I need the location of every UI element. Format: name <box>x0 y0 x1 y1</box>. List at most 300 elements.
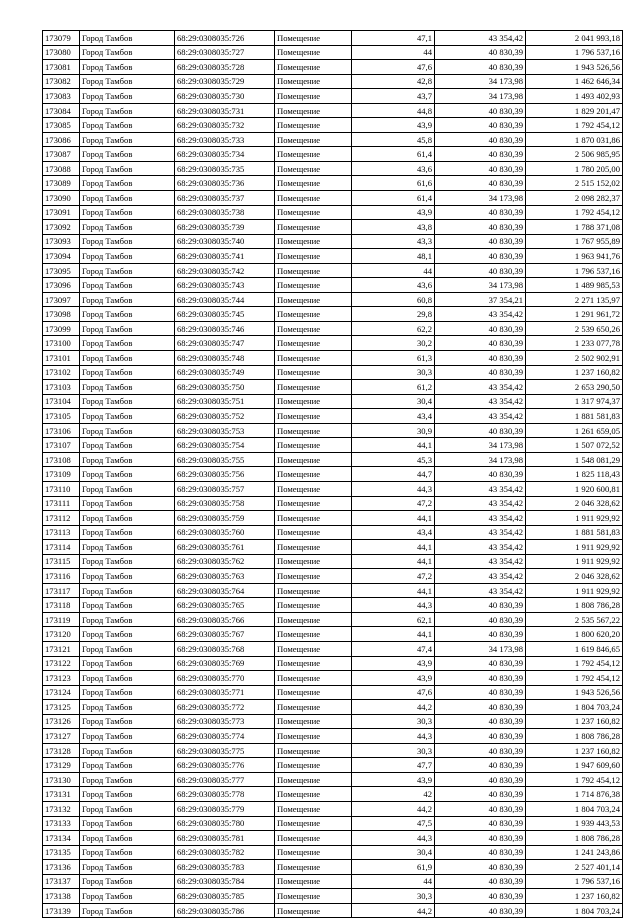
cell-object-type: Помещение <box>275 132 352 147</box>
cell-unit-value: 40 830,39 <box>435 176 526 191</box>
cell-row-number: 173109 <box>43 467 80 482</box>
cell-cadastral-number: 68:29:0308035:735 <box>175 161 275 176</box>
table-row <box>43 874 623 889</box>
table-row <box>43 31 623 46</box>
table-row <box>43 234 623 249</box>
cell-area: 44,2 <box>352 700 435 715</box>
cell-cadastral-value: 1 808 786,28 <box>526 598 623 613</box>
cell-municipality: Город Тамбов <box>80 423 175 438</box>
cell-area: 43,4 <box>352 525 435 540</box>
cell-cadastral-value: 1 548 081,29 <box>526 452 623 467</box>
cell-municipality: Город Тамбов <box>80 74 175 89</box>
cell-row-number: 173082 <box>43 74 80 89</box>
cell-object-type: Помещение <box>275 598 352 613</box>
cell-cadastral-number: 68:29:0308035:781 <box>175 831 275 846</box>
cell-object-type: Помещение <box>275 74 352 89</box>
cell-unit-value: 37 354,21 <box>435 292 526 307</box>
cell-row-number: 173125 <box>43 700 80 715</box>
cell-object-type: Помещение <box>275 554 352 569</box>
cell-object-type: Помещение <box>275 409 352 424</box>
cell-object-type: Помещение <box>275 205 352 220</box>
cell-row-number: 173108 <box>43 452 80 467</box>
cell-row-number: 173090 <box>43 191 80 206</box>
cell-area: 42 <box>352 787 435 802</box>
cell-row-number: 173094 <box>43 249 80 264</box>
cell-row-number: 173130 <box>43 772 80 787</box>
cell-row-number: 173134 <box>43 831 80 846</box>
cell-unit-value: 40 830,39 <box>435 889 526 904</box>
cell-area: 44,3 <box>352 831 435 846</box>
cell-row-number: 173112 <box>43 511 80 526</box>
cell-row-number: 173113 <box>43 525 80 540</box>
cell-unit-value: 40 830,39 <box>435 351 526 366</box>
cell-cadastral-value: 1 317 974,37 <box>526 394 623 409</box>
cell-unit-value: 43 354,42 <box>435 31 526 46</box>
cell-cadastral-value: 1 792 454,12 <box>526 671 623 686</box>
cell-cadastral-number: 68:29:0308035:759 <box>175 511 275 526</box>
document-page <box>42 30 622 918</box>
cell-area: 30,2 <box>352 336 435 351</box>
cell-row-number: 173080 <box>43 45 80 60</box>
cell-row-number: 173129 <box>43 758 80 773</box>
cell-area: 44,3 <box>352 729 435 744</box>
cell-cadastral-number: 68:29:0308035:773 <box>175 714 275 729</box>
cell-object-type: Помещение <box>275 685 352 700</box>
cell-cadastral-number: 68:29:0308035:736 <box>175 176 275 191</box>
cell-row-number: 173093 <box>43 234 80 249</box>
cell-municipality: Город Тамбов <box>80 321 175 336</box>
cell-cadastral-value: 1 808 786,28 <box>526 831 623 846</box>
cell-row-number: 173137 <box>43 874 80 889</box>
table-row <box>43 511 623 526</box>
cell-row-number: 173120 <box>43 627 80 642</box>
table-row <box>43 132 623 147</box>
cell-unit-value: 43 354,42 <box>435 409 526 424</box>
cell-object-type: Помещение <box>275 671 352 686</box>
cell-area: 43,9 <box>352 118 435 133</box>
cell-row-number: 173117 <box>43 583 80 598</box>
cell-unit-value: 40 830,39 <box>435 234 526 249</box>
cell-area: 61,3 <box>352 351 435 366</box>
cell-cadastral-number: 68:29:0308035:738 <box>175 205 275 220</box>
cell-row-number: 173135 <box>43 845 80 860</box>
cell-municipality: Город Тамбов <box>80 132 175 147</box>
cell-area: 47,4 <box>352 641 435 656</box>
cell-unit-value: 40 830,39 <box>435 220 526 235</box>
cell-row-number: 173091 <box>43 205 80 220</box>
cell-cadastral-number: 68:29:0308035:749 <box>175 365 275 380</box>
cell-municipality: Город Тамбов <box>80 409 175 424</box>
cell-object-type: Помещение <box>275 234 352 249</box>
cell-object-type: Помещение <box>275 525 352 540</box>
cell-cadastral-number: 68:29:0308035:761 <box>175 540 275 555</box>
cell-object-type: Помещение <box>275 307 352 322</box>
table-row <box>43 423 623 438</box>
cell-object-type: Помещение <box>275 889 352 904</box>
cell-area: 44,1 <box>352 583 435 598</box>
cell-unit-value: 40 830,39 <box>435 903 526 918</box>
cell-area: 42,8 <box>352 74 435 89</box>
cell-cadastral-number: 68:29:0308035:754 <box>175 438 275 453</box>
cell-area: 43,8 <box>352 220 435 235</box>
cell-area: 29,8 <box>352 307 435 322</box>
cell-area: 47,7 <box>352 758 435 773</box>
table-row <box>43 452 623 467</box>
cell-cadastral-value: 1 911 929,92 <box>526 511 623 526</box>
cell-municipality: Город Тамбов <box>80 365 175 380</box>
cell-cadastral-value: 2 502 902,91 <box>526 351 623 366</box>
cell-row-number: 173085 <box>43 118 80 133</box>
cell-unit-value: 34 173,98 <box>435 452 526 467</box>
cell-cadastral-number: 68:29:0308035:785 <box>175 889 275 904</box>
cell-row-number: 173098 <box>43 307 80 322</box>
cell-object-type: Помещение <box>275 772 352 787</box>
table-row <box>43 671 623 686</box>
cell-object-type: Помещение <box>275 336 352 351</box>
cell-municipality: Город Тамбов <box>80 874 175 889</box>
cell-row-number: 173095 <box>43 263 80 278</box>
cell-cadastral-value: 1 800 620,20 <box>526 627 623 642</box>
cell-cadastral-number: 68:29:0308035:755 <box>175 452 275 467</box>
cell-area: 47,1 <box>352 31 435 46</box>
cell-cadastral-number: 68:29:0308035:765 <box>175 598 275 613</box>
cell-unit-value: 34 173,98 <box>435 89 526 104</box>
cell-row-number: 173081 <box>43 60 80 75</box>
cell-cadastral-number: 68:29:0308035:778 <box>175 787 275 802</box>
table-row <box>43 307 623 322</box>
cell-cadastral-number: 68:29:0308035:771 <box>175 685 275 700</box>
cell-cadastral-number: 68:29:0308035:766 <box>175 612 275 627</box>
cell-municipality: Город Тамбов <box>80 147 175 162</box>
cell-cadastral-value: 1 241 243,86 <box>526 845 623 860</box>
cell-row-number: 173136 <box>43 860 80 875</box>
cell-municipality: Город Тамбов <box>80 60 175 75</box>
cell-municipality: Город Тамбов <box>80 816 175 831</box>
cell-cadastral-value: 1 237 160,82 <box>526 889 623 904</box>
cell-municipality: Город Тамбов <box>80 583 175 598</box>
cell-municipality: Город Тамбов <box>80 700 175 715</box>
cell-cadastral-number: 68:29:0308035:775 <box>175 743 275 758</box>
property-table <box>42 30 623 918</box>
cell-row-number: 173089 <box>43 176 80 191</box>
cell-unit-value: 43 354,42 <box>435 569 526 584</box>
cell-object-type: Помещение <box>275 249 352 264</box>
cell-row-number: 173107 <box>43 438 80 453</box>
cell-area: 43,3 <box>352 234 435 249</box>
cell-unit-value: 40 830,39 <box>435 336 526 351</box>
cell-cadastral-number: 68:29:0308035:776 <box>175 758 275 773</box>
cell-row-number: 173084 <box>43 103 80 118</box>
cell-area: 43,6 <box>352 161 435 176</box>
table-row <box>43 772 623 787</box>
cell-area: 47,2 <box>352 496 435 511</box>
cell-cadastral-value: 2 527 401,14 <box>526 860 623 875</box>
cell-object-type: Помещение <box>275 714 352 729</box>
cell-object-type: Помещение <box>275 511 352 526</box>
cell-object-type: Помещение <box>275 452 352 467</box>
table-row <box>43 45 623 60</box>
table-row <box>43 729 623 744</box>
cell-area: 44,2 <box>352 801 435 816</box>
cell-area: 30,4 <box>352 845 435 860</box>
cell-row-number: 173128 <box>43 743 80 758</box>
cell-cadastral-number: 68:29:0308035:739 <box>175 220 275 235</box>
cell-cadastral-number: 68:29:0308035:748 <box>175 351 275 366</box>
cell-cadastral-number: 68:29:0308035:757 <box>175 481 275 496</box>
cell-cadastral-number: 68:29:0308035:784 <box>175 874 275 889</box>
cell-unit-value: 40 830,39 <box>435 423 526 438</box>
cell-cadastral-number: 68:29:0308035:730 <box>175 89 275 104</box>
table-row <box>43 60 623 75</box>
cell-municipality: Город Тамбов <box>80 743 175 758</box>
cell-municipality: Город Тамбов <box>80 467 175 482</box>
table-row <box>43 627 623 642</box>
table-row <box>43 176 623 191</box>
cell-cadastral-number: 68:29:0308035:783 <box>175 860 275 875</box>
cell-municipality: Город Тамбов <box>80 351 175 366</box>
cell-cadastral-value: 1 796 537,16 <box>526 874 623 889</box>
cell-cadastral-number: 68:29:0308035:731 <box>175 103 275 118</box>
table-row <box>43 161 623 176</box>
cell-cadastral-value: 1 796 537,16 <box>526 263 623 278</box>
cell-area: 44,8 <box>352 103 435 118</box>
cell-row-number: 173139 <box>43 903 80 918</box>
cell-object-type: Помещение <box>275 903 352 918</box>
cell-object-type: Помещение <box>275 656 352 671</box>
cell-object-type: Помещение <box>275 351 352 366</box>
cell-object-type: Помещение <box>275 583 352 598</box>
cell-object-type: Помещение <box>275 220 352 235</box>
cell-object-type: Помещение <box>275 641 352 656</box>
table-row <box>43 641 623 656</box>
cell-unit-value: 43 354,42 <box>435 496 526 511</box>
cell-area: 61,9 <box>352 860 435 875</box>
cell-cadastral-value: 2 535 567,22 <box>526 612 623 627</box>
table-row <box>43 409 623 424</box>
cell-municipality: Город Тамбов <box>80 394 175 409</box>
table-row <box>43 831 623 846</box>
cell-cadastral-value: 1 804 703,24 <box>526 801 623 816</box>
cell-object-type: Помещение <box>275 743 352 758</box>
cell-cadastral-value: 1 792 454,12 <box>526 772 623 787</box>
cell-row-number: 173079 <box>43 31 80 46</box>
cell-municipality: Город Тамбов <box>80 292 175 307</box>
table-row <box>43 249 623 264</box>
cell-object-type: Помещение <box>275 438 352 453</box>
cell-cadastral-number: 68:29:0308035:758 <box>175 496 275 511</box>
cell-row-number: 173114 <box>43 540 80 555</box>
table-row <box>43 394 623 409</box>
cell-municipality: Город Тамбов <box>80 205 175 220</box>
cell-object-type: Помещение <box>275 191 352 206</box>
cell-object-type: Помещение <box>275 321 352 336</box>
cell-object-type: Помещение <box>275 380 352 395</box>
cell-cadastral-number: 68:29:0308035:747 <box>175 336 275 351</box>
table-row <box>43 292 623 307</box>
cell-municipality: Город Тамбов <box>80 176 175 191</box>
cell-unit-value: 40 830,39 <box>435 103 526 118</box>
cell-cadastral-value: 2 046 328,62 <box>526 496 623 511</box>
cell-object-type: Помещение <box>275 176 352 191</box>
cell-area: 30,4 <box>352 394 435 409</box>
cell-municipality: Город Тамбов <box>80 481 175 496</box>
cell-cadastral-number: 68:29:0308035:752 <box>175 409 275 424</box>
cell-municipality: Город Тамбов <box>80 249 175 264</box>
cell-cadastral-value: 2 041 993,18 <box>526 31 623 46</box>
cell-row-number: 173111 <box>43 496 80 511</box>
cell-unit-value: 40 830,39 <box>435 612 526 627</box>
cell-municipality: Город Тамбов <box>80 496 175 511</box>
cell-row-number: 173138 <box>43 889 80 904</box>
cell-object-type: Помещение <box>275 700 352 715</box>
cell-cadastral-number: 68:29:0308035:768 <box>175 641 275 656</box>
cell-unit-value: 43 354,42 <box>435 540 526 555</box>
cell-cadastral-value: 2 098 282,37 <box>526 191 623 206</box>
cell-unit-value: 43 354,42 <box>435 554 526 569</box>
cell-municipality: Город Тамбов <box>80 569 175 584</box>
cell-cadastral-number: 68:29:0308035:732 <box>175 118 275 133</box>
cell-cadastral-value: 1 237 160,82 <box>526 743 623 758</box>
cell-municipality: Город Тамбов <box>80 191 175 206</box>
cell-cadastral-number: 68:29:0308035:762 <box>175 554 275 569</box>
cell-municipality: Город Тамбов <box>80 554 175 569</box>
table-row <box>43 496 623 511</box>
cell-object-type: Помещение <box>275 161 352 176</box>
cell-row-number: 173115 <box>43 554 80 569</box>
cell-cadastral-value: 1 237 160,82 <box>526 714 623 729</box>
cell-municipality: Город Тамбов <box>80 612 175 627</box>
cell-row-number: 173104 <box>43 394 80 409</box>
cell-cadastral-number: 68:29:0308035:743 <box>175 278 275 293</box>
cell-row-number: 173132 <box>43 801 80 816</box>
cell-row-number: 173131 <box>43 787 80 802</box>
cell-row-number: 173121 <box>43 641 80 656</box>
cell-municipality: Город Тамбов <box>80 540 175 555</box>
table-row <box>43 205 623 220</box>
cell-unit-value: 40 830,39 <box>435 714 526 729</box>
cell-object-type: Помещение <box>275 481 352 496</box>
cell-area: 44,1 <box>352 554 435 569</box>
cell-row-number: 173126 <box>43 714 80 729</box>
cell-unit-value: 40 830,39 <box>435 598 526 613</box>
cell-object-type: Помещение <box>275 801 352 816</box>
cell-row-number: 173088 <box>43 161 80 176</box>
cell-area: 44 <box>352 874 435 889</box>
table-row <box>43 525 623 540</box>
cell-area: 62,1 <box>352 612 435 627</box>
table-row <box>43 787 623 802</box>
cell-municipality: Город Тамбов <box>80 627 175 642</box>
cell-unit-value: 40 830,39 <box>435 132 526 147</box>
cell-cadastral-number: 68:29:0308035:742 <box>175 263 275 278</box>
cell-unit-value: 40 830,39 <box>435 787 526 802</box>
cell-cadastral-number: 68:29:0308035:753 <box>175 423 275 438</box>
cell-area: 48,1 <box>352 249 435 264</box>
cell-municipality: Город Тамбов <box>80 787 175 802</box>
cell-area: 43,9 <box>352 772 435 787</box>
cell-area: 43,7 <box>352 89 435 104</box>
cell-cadastral-value: 1 462 646,34 <box>526 74 623 89</box>
cell-unit-value: 40 830,39 <box>435 874 526 889</box>
cell-cadastral-number: 68:29:0308035:737 <box>175 191 275 206</box>
cell-unit-value: 40 830,39 <box>435 656 526 671</box>
cell-municipality: Город Тамбов <box>80 889 175 904</box>
cell-cadastral-value: 1 947 609,60 <box>526 758 623 773</box>
cell-area: 47,6 <box>352 685 435 700</box>
table-row <box>43 714 623 729</box>
table-row <box>43 263 623 278</box>
cell-municipality: Город Тамбов <box>80 234 175 249</box>
cell-cadastral-value: 1 911 929,92 <box>526 540 623 555</box>
table-row <box>43 89 623 104</box>
cell-unit-value: 43 354,42 <box>435 583 526 598</box>
cell-object-type: Помещение <box>275 496 352 511</box>
cell-unit-value: 40 830,39 <box>435 671 526 686</box>
table-row <box>43 321 623 336</box>
cell-object-type: Помещение <box>275 365 352 380</box>
cell-object-type: Помещение <box>275 758 352 773</box>
table-row <box>43 220 623 235</box>
cell-row-number: 173092 <box>43 220 80 235</box>
cell-cadastral-number: 68:29:0308035:728 <box>175 60 275 75</box>
cell-cadastral-value: 1 881 581,83 <box>526 409 623 424</box>
cell-area: 30,3 <box>352 714 435 729</box>
cell-cadastral-number: 68:29:0308035:734 <box>175 147 275 162</box>
cell-municipality: Город Тамбов <box>80 598 175 613</box>
cell-cadastral-value: 2 271 135,97 <box>526 292 623 307</box>
table-row <box>43 103 623 118</box>
cell-area: 47,6 <box>352 60 435 75</box>
cell-cadastral-value: 1 870 031,86 <box>526 132 623 147</box>
cell-municipality: Город Тамбов <box>80 671 175 686</box>
cell-area: 44,7 <box>352 467 435 482</box>
cell-cadastral-value: 1 943 526,56 <box>526 685 623 700</box>
cell-unit-value: 40 830,39 <box>435 60 526 75</box>
cell-cadastral-value: 1 792 454,12 <box>526 118 623 133</box>
cell-municipality: Город Тамбов <box>80 89 175 104</box>
cell-area: 30,3 <box>352 743 435 758</box>
cell-cadastral-number: 68:29:0308035:767 <box>175 627 275 642</box>
table-row <box>43 351 623 366</box>
cell-row-number: 173123 <box>43 671 80 686</box>
table-row <box>43 118 623 133</box>
cell-cadastral-number: 68:29:0308035:751 <box>175 394 275 409</box>
cell-cadastral-value: 1 792 454,12 <box>526 205 623 220</box>
cell-area: 45,3 <box>352 452 435 467</box>
cell-unit-value: 40 830,39 <box>435 249 526 264</box>
cell-municipality: Город Тамбов <box>80 845 175 860</box>
cell-cadastral-number: 68:29:0308035:774 <box>175 729 275 744</box>
cell-row-number: 173103 <box>43 380 80 395</box>
table-row <box>43 583 623 598</box>
table-row <box>43 743 623 758</box>
cell-area: 44,1 <box>352 511 435 526</box>
cell-row-number: 173127 <box>43 729 80 744</box>
cell-object-type: Помещение <box>275 263 352 278</box>
cell-row-number: 173083 <box>43 89 80 104</box>
cell-municipality: Город Тамбов <box>80 438 175 453</box>
cell-unit-value: 40 830,39 <box>435 365 526 380</box>
cell-municipality: Город Тамбов <box>80 831 175 846</box>
cell-municipality: Город Тамбов <box>80 511 175 526</box>
cell-municipality: Город Тамбов <box>80 45 175 60</box>
table-body <box>43 31 623 918</box>
cell-cadastral-value: 1 792 454,12 <box>526 656 623 671</box>
cell-cadastral-value: 2 515 152,02 <box>526 176 623 191</box>
cell-object-type: Помещение <box>275 569 352 584</box>
cell-area: 44 <box>352 45 435 60</box>
cell-cadastral-number: 68:29:0308035:733 <box>175 132 275 147</box>
